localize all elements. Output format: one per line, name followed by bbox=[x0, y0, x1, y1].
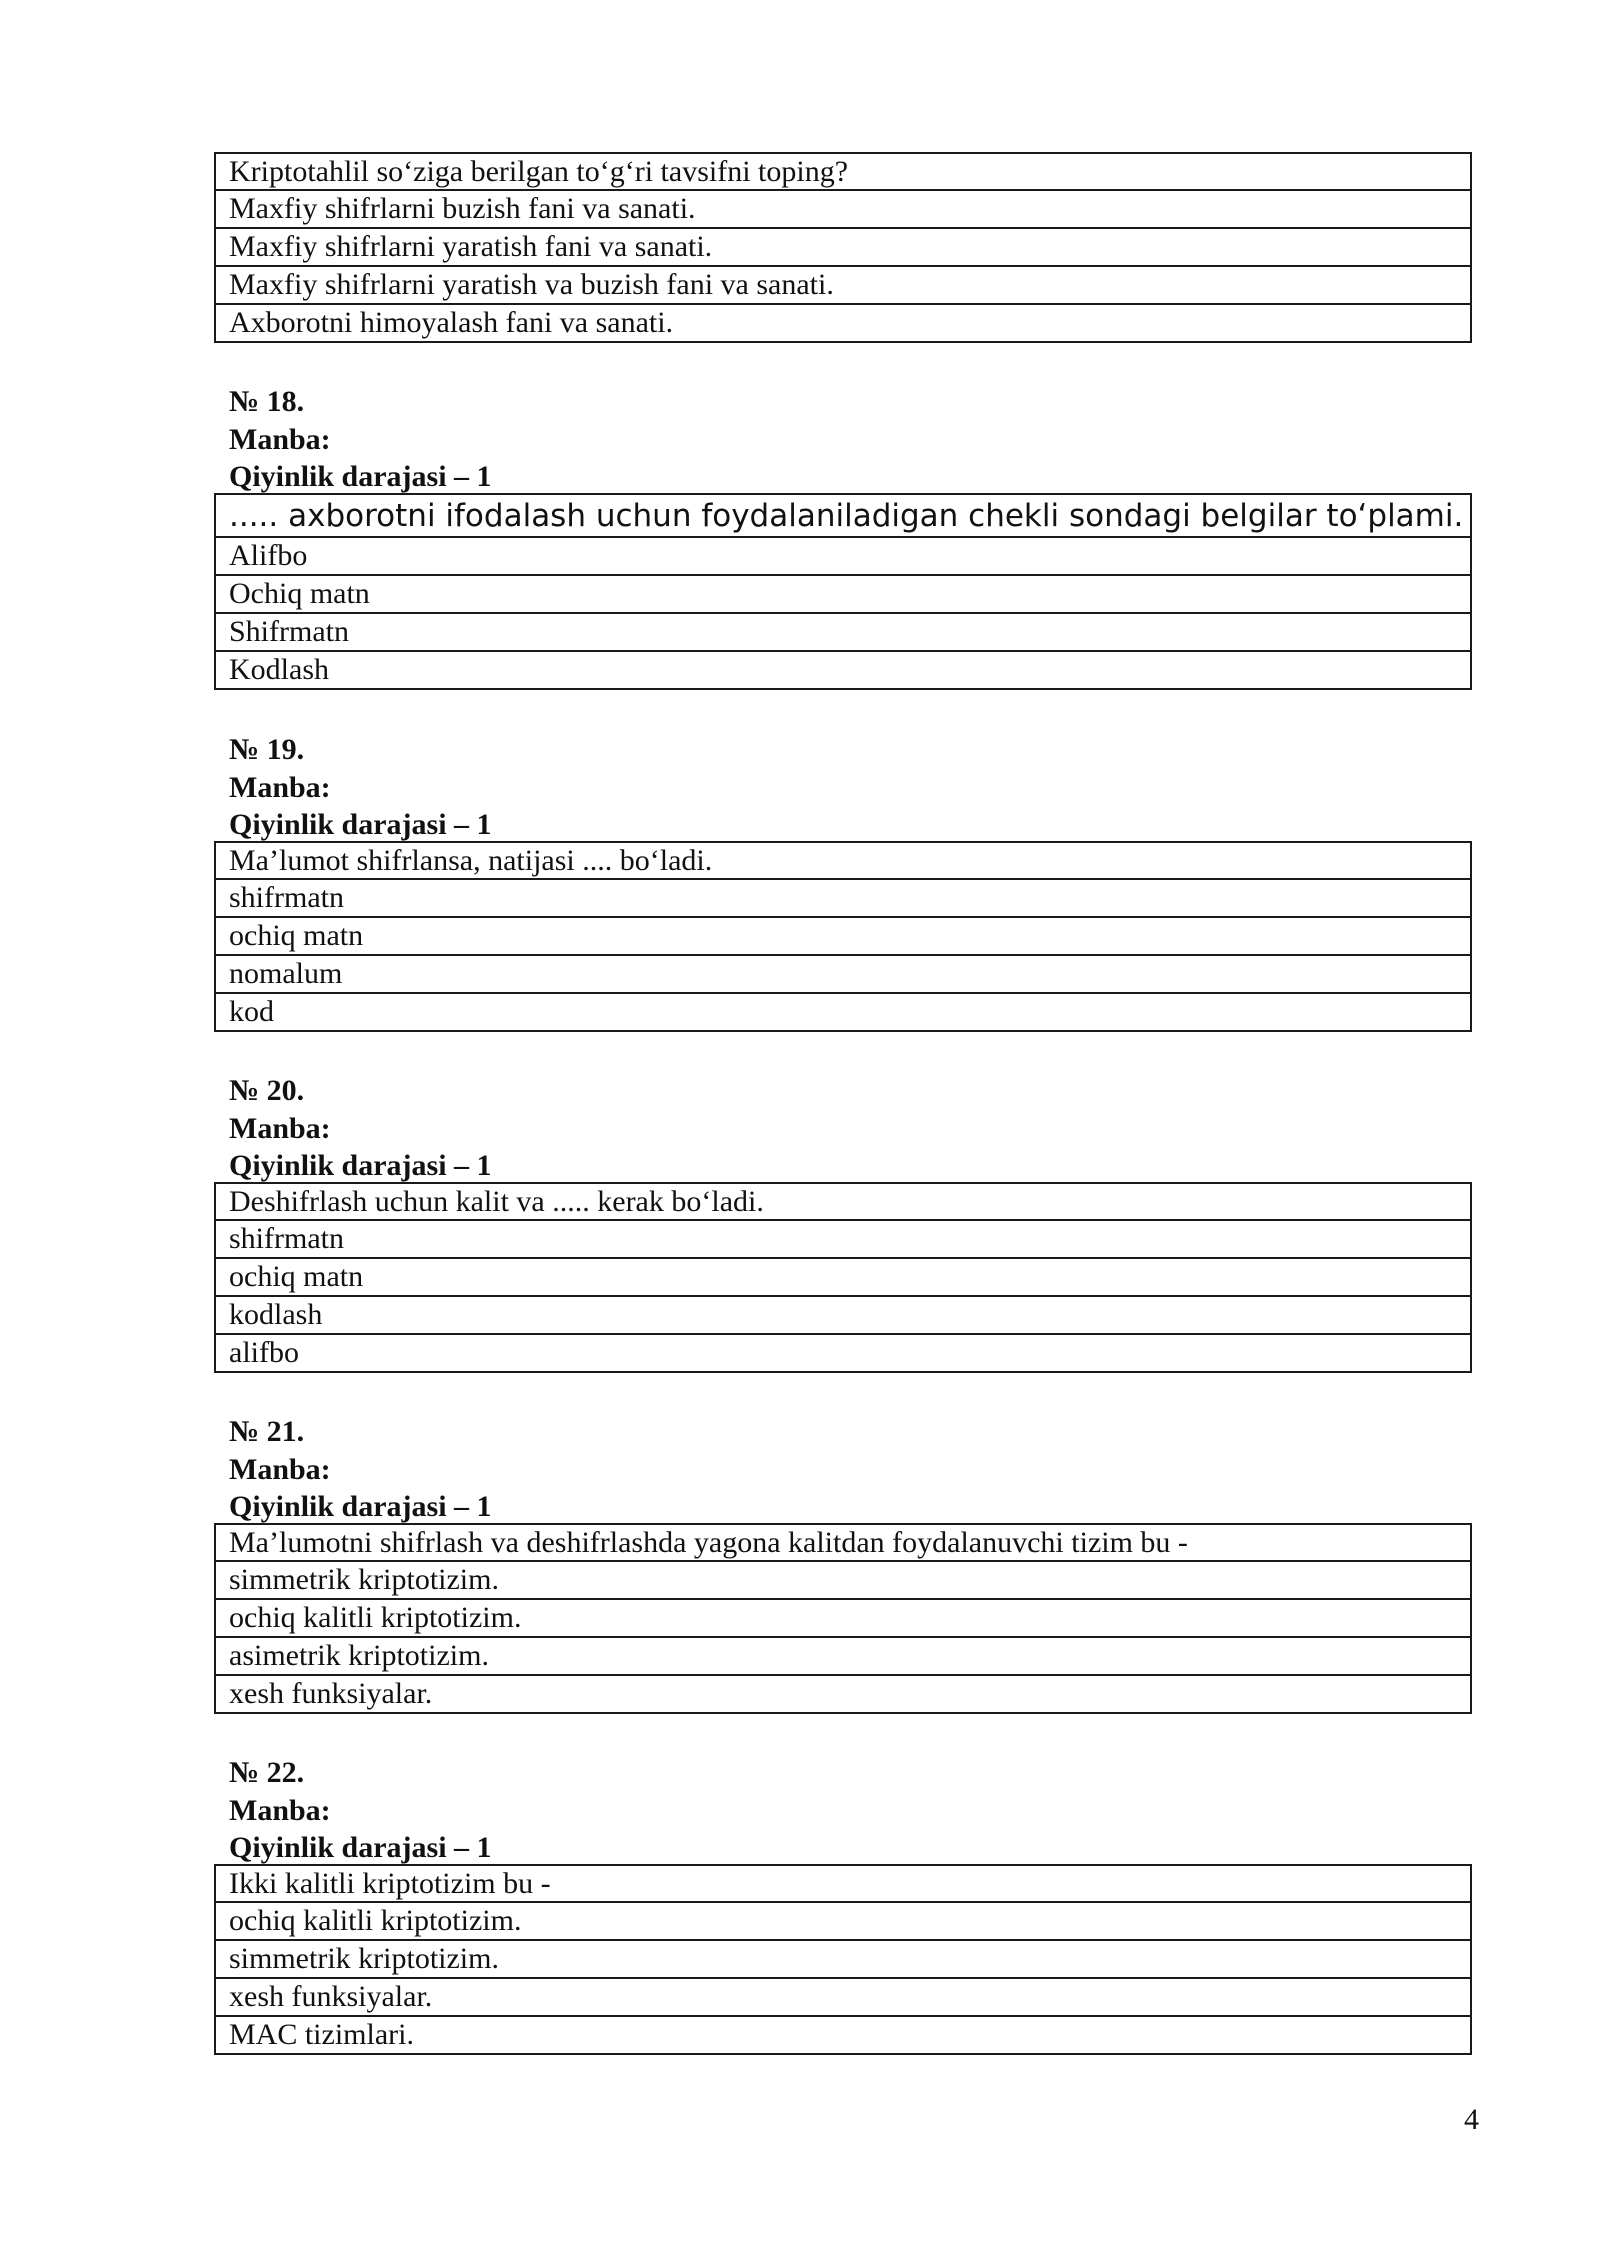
question-17-table bbox=[214, 152, 1472, 343]
answer-option: MAC tizimlari. bbox=[214, 2017, 1472, 2055]
page-number: 4 bbox=[1464, 2103, 1479, 2136]
answer-option: kod bbox=[214, 994, 1472, 1032]
answer-option: simmetrik kriptotizim. bbox=[214, 1562, 1472, 1600]
question-20-table bbox=[214, 1182, 1472, 1373]
answer-option: Kodlash bbox=[214, 652, 1472, 690]
question-19-table bbox=[214, 841, 1472, 1032]
answer-option: shifrmatn bbox=[214, 1221, 1472, 1259]
answer-option: simmetrik kriptotizim. bbox=[214, 1941, 1472, 1979]
question-text: ..... axborotni ifodalash uchun foydalaniladigan chekli sondagi belgilar to‘plami. bbox=[214, 493, 1472, 538]
question-text: Ma’lumotni shifrlash va deshifrlashda yagona kalitdan foydalanuvchi tizim bu - bbox=[214, 1523, 1472, 1562]
question-source: Manba: bbox=[229, 1111, 331, 1145]
answer-option: nomalum bbox=[214, 956, 1472, 994]
answer-option: Ochiq matn bbox=[214, 576, 1472, 614]
question-number: № 18. bbox=[229, 385, 305, 418]
question-number: № 22. bbox=[229, 1756, 305, 1789]
question-text: Ikki kalitli kriptotizim bu - bbox=[214, 1864, 1472, 1903]
answer-option: ochiq kalitli kriptotizim. bbox=[214, 1600, 1472, 1638]
question-21-header bbox=[229, 1413, 492, 1526]
question-source: Manba: bbox=[229, 422, 331, 456]
question-difficulty: Qiyinlik darajasi – 1 bbox=[229, 1831, 492, 1864]
answer-option: xesh funksiyalar. bbox=[214, 1979, 1472, 2017]
answer-option: Axborotni himoyalash fani va sanati. bbox=[214, 305, 1472, 343]
answer-option: asimetrik kriptotizim. bbox=[214, 1638, 1472, 1676]
answer-option: ochiq matn bbox=[214, 1259, 1472, 1297]
question-22-table bbox=[214, 1864, 1472, 2055]
question-20-header bbox=[229, 1072, 492, 1185]
question-difficulty: Qiyinlik darajasi – 1 bbox=[229, 808, 492, 841]
question-18-header bbox=[229, 383, 492, 496]
question-22-header bbox=[229, 1754, 492, 1867]
answer-option: Maxfiy shifrlarni yaratish va buzish fani va sanati. bbox=[214, 267, 1472, 305]
answer-option: Maxfiy shifrlarni buzish fani va sanati. bbox=[214, 191, 1472, 229]
question-source: Manba: bbox=[229, 1452, 331, 1486]
question-19-header bbox=[229, 731, 492, 844]
question-number: № 21. bbox=[229, 1415, 305, 1448]
answer-option: Shifrmatn bbox=[214, 614, 1472, 652]
answer-option: ochiq matn bbox=[214, 918, 1472, 956]
question-number: № 20. bbox=[229, 1074, 305, 1107]
answer-option: shifrmatn bbox=[214, 880, 1472, 918]
question-difficulty: Qiyinlik darajasi – 1 bbox=[229, 1490, 492, 1523]
question-text: Kriptotahlil so‘ziga berilgan to‘g‘ri tavsifni toping? bbox=[214, 152, 1472, 191]
question-number: № 19. bbox=[229, 733, 305, 766]
question-18-table bbox=[214, 493, 1472, 690]
question-difficulty: Qiyinlik darajasi – 1 bbox=[229, 460, 492, 493]
answer-option: kodlash bbox=[214, 1297, 1472, 1335]
question-difficulty: Qiyinlik darajasi – 1 bbox=[229, 1149, 492, 1182]
question-text: Deshifrlash uchun kalit va ..... kerak bo‘ladi. bbox=[214, 1182, 1472, 1221]
answer-option: Maxfiy shifrlarni yaratish fani va sanati. bbox=[214, 229, 1472, 267]
answer-option: ochiq kalitli kriptotizim. bbox=[214, 1903, 1472, 1941]
answer-option: Alifbo bbox=[214, 538, 1472, 576]
answer-option: alifbo bbox=[214, 1335, 1472, 1373]
question-text: Ma’lumot shifrlansa, natijasi .... bo‘ladi. bbox=[214, 841, 1472, 880]
question-21-table bbox=[214, 1523, 1472, 1714]
question-source: Manba: bbox=[229, 770, 331, 804]
answer-option: xesh funksiyalar. bbox=[214, 1676, 1472, 1714]
question-source: Manba: bbox=[229, 1793, 331, 1827]
